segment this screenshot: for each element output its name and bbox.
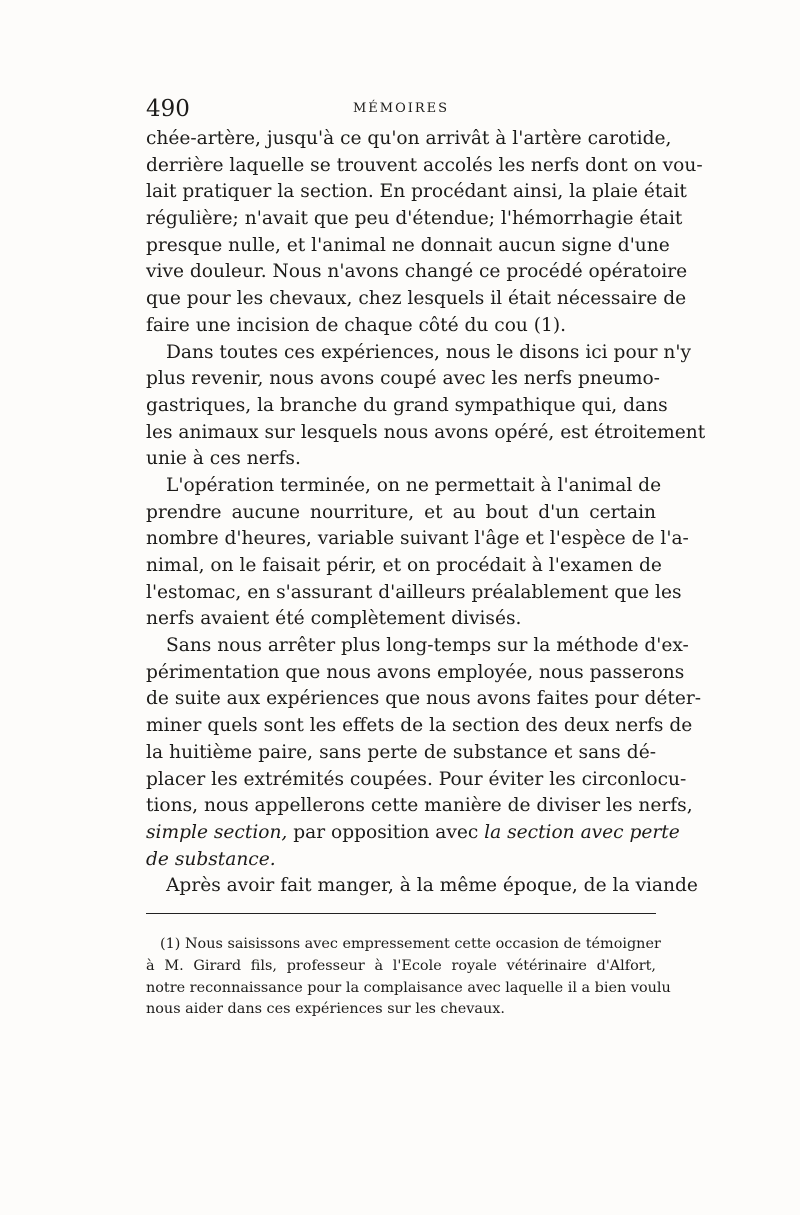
text-line: Dans toutes ces expériences, nous le disons ici pour n'y <box>166 341 692 363</box>
body-text <box>146 126 706 900</box>
footnote-line: (1) Nous saisissons avec empressement cette occasion de témoigner <box>160 936 661 952</box>
text-line: de suite aux expériences que nous avons faites pour déter- <box>146 688 702 710</box>
italic-term-section-avec-perte: la section avec perte <box>484 821 680 843</box>
text-line: presque nulle, et l'animal ne donnait aucun signe d'une <box>146 234 670 256</box>
text-line: gastriques, la branche du grand sympathique qui, dans <box>146 394 668 416</box>
text-fragment: par opposition avec <box>293 821 479 843</box>
footnote-line: nous aider dans ces expériences sur les chevaux. <box>146 1001 505 1018</box>
text-line: prendre aucune nourriture, et au bout d'un certain <box>146 501 656 523</box>
italic-term-simple-section: simple section, <box>146 821 288 843</box>
text-line: l'estomac, en s'assurant d'ailleurs préalablement que les <box>146 581 682 603</box>
text-line: L'opération terminée, on ne permettait à l'animal de <box>166 474 662 496</box>
text-line: unie à ces nerfs. <box>146 448 301 470</box>
text-line: nimal, on le faisait périr, et on procédait à l'examen de <box>146 555 662 576</box>
text-line: que pour les chevaux, chez lesquels il était nécessaire de <box>146 288 687 310</box>
text-line: chée-artère, jusqu'à ce qu'on arrivât à l'artère carotide, <box>146 128 672 149</box>
text-line-mixed <box>146 820 680 847</box>
text-line: la huitième paire, sans perte de substance et sans dé- <box>146 741 656 763</box>
text-line: miner quels sont les effets de la section des deux nerfs de <box>146 715 693 737</box>
text-line: derrière laquelle se trouvent accolés les nerfs dont on vou- <box>146 154 703 176</box>
text-line: Sans nous arrêter plus long-temps sur la méthode d'ex- <box>166 635 689 657</box>
footnote-line: à M. Girard fils, professeur à l'Ecole royale vétérinaire d'Alfort, <box>146 957 656 974</box>
text-line: périmentation que nous avons employée, nous passerons <box>146 661 685 683</box>
text-line: vive douleur. Nous n'avons changé ce procédé opératoire <box>146 261 688 283</box>
text-line-italic <box>146 847 656 874</box>
text-line: les animaux sur lesquels nous avons opéré, est étroitement <box>146 421 706 443</box>
text-line: tions, nous appellerons cette manière de diviser les nerfs, <box>146 795 693 817</box>
footnote-line: notre reconnaissance pour la complaisance avec laquelle il a bien voulu <box>146 979 671 996</box>
text-line: régulière; n'avait que peu d'étendue; l'hémorrhagie était <box>146 208 683 230</box>
text-line: nerfs avaient été complètement divisés. <box>146 608 522 630</box>
text-line: Après avoir fait manger, à la même époque, de la viande <box>166 875 698 897</box>
page-header <box>146 94 656 124</box>
italic-term-de-substance: de substance. <box>146 848 276 870</box>
running-title: MÉMOIRES <box>352 101 450 116</box>
text-line: faire une incision de chaque côté du cou (1). <box>146 314 567 336</box>
text-line: lait pratiquer la section. En procédant ainsi, la plaie était <box>146 181 687 203</box>
text-line: placer les extrémités coupées. Pour éviter les circonlocu- <box>146 768 687 790</box>
footnote <box>146 934 671 1021</box>
text-line: plus revenir, nous avons coupé avec les nerfs pneumo- <box>146 368 660 390</box>
footnote-rule <box>146 913 656 914</box>
text-line: nombre d'heures, variable suivant l'âge et l'espèce de l'a- <box>146 528 689 550</box>
page-number: 490 <box>146 96 190 122</box>
